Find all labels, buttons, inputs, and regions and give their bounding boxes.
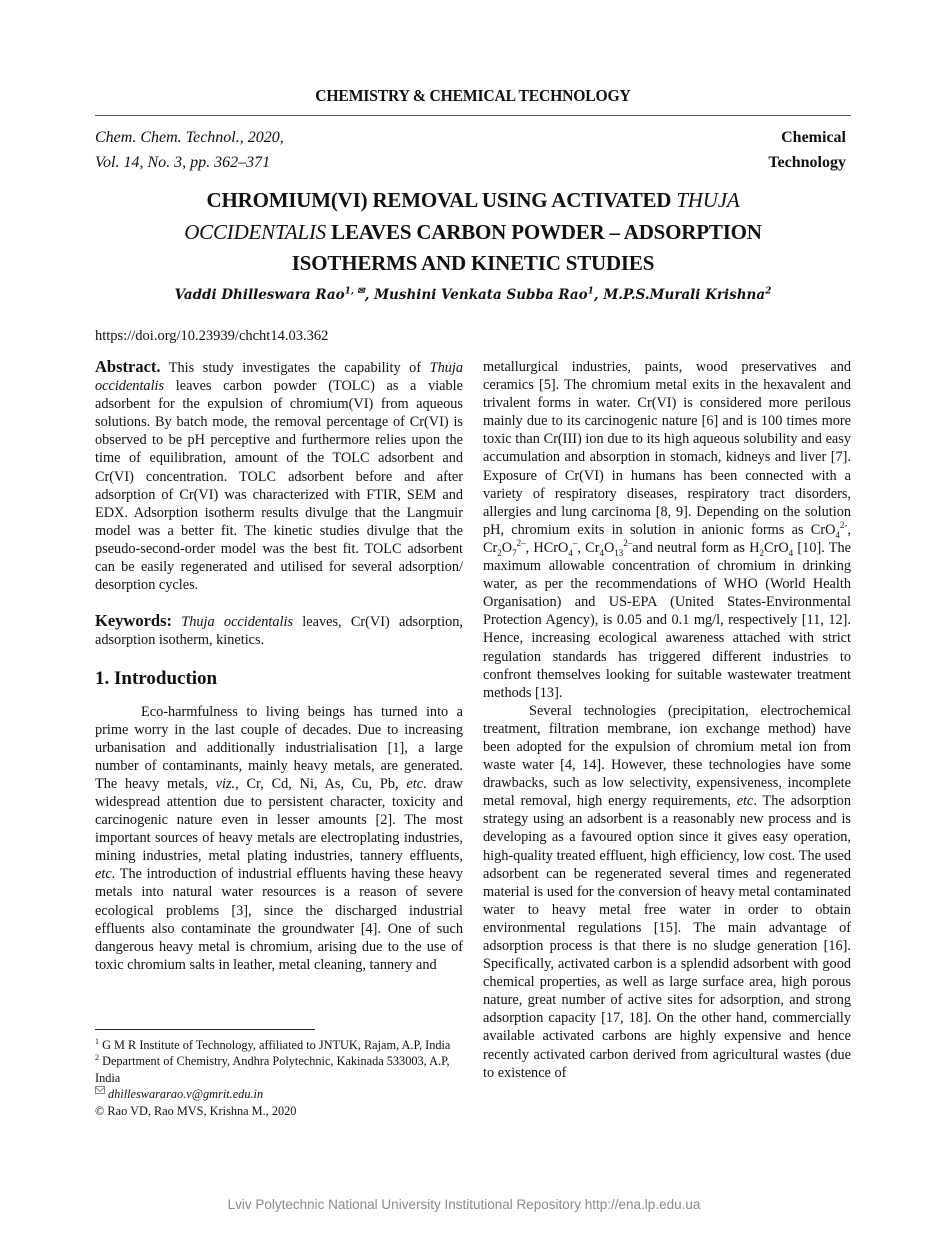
title-text: CHROMIUM(VI) REMOVAL USING ACTIVATED	[206, 188, 677, 212]
title-text: LEAVES CARBON POWDER – ADSORPTION	[326, 219, 762, 244]
left-column	[95, 358, 463, 974]
citation-line-2: Vol. 14, No. 3, pp. 362–371	[95, 154, 271, 171]
body-text: and neutral form as	[632, 539, 750, 556]
species-name: Thuja occidentalis	[95, 360, 463, 395]
article-title	[95, 185, 851, 280]
chem-formula: HCrO	[533, 539, 569, 556]
right-column	[483, 358, 851, 1082]
footnote-number: 1	[95, 1036, 99, 1046]
abstract-text: This study investigates the capability of	[160, 360, 430, 376]
chem-formula: CrO	[764, 539, 789, 556]
mail-icon	[95, 1086, 105, 1094]
species-name: Thuja occidentalis	[181, 614, 294, 631]
title-italic: OCCIDENTALIS	[184, 219, 327, 244]
intro-paragraph	[95, 703, 463, 974]
citation-line-1: Chem. Chem. Technol., 2020,	[95, 129, 284, 146]
chem-formula: CrO	[810, 521, 836, 538]
chem-superscript: 2–	[623, 538, 633, 549]
body-text: . The adsorption strategy using an adsorbent is a reasonably new process and is developing as a favoured option since it gives easy operation, high-quality treated effluent, high efficiency, low cost. The used adsorbent can be regenerated several times and regenerated material is used for the conversion of heavy metal contaminated water to heavy metal free water in order to obtain environmental regulations [15]. The main advantage of adsorption process is that there is no sludge generation [16]. Specifically, activated carbon is a splendid adsorbent with good chemical properties, as well as large surface area, high porous nature, great number of active sites for adsorption, and strong adsorption capacity [17, 18]. On the other hand, commercially available activated carbons are highly expensive and hence recently activated carbon derived from agricultural wastes (due to existence of	[483, 793, 851, 1081]
body-text: , Cr, Cd, Ni, As, Cu, Pb,	[235, 775, 407, 792]
chem-subscript: 7	[512, 547, 517, 558]
body-italic: etc	[736, 793, 754, 810]
chem-subscript: 13	[614, 547, 624, 558]
repository-footer[interactable]: Lviv Polytechnic National University Institutional Repository http://ena.lp.edu.ua	[227, 1197, 701, 1212]
body-text: Eco-harmfulness to living beings has turned into a prime worry in the last couple of decades. Due to increasing urbanisation and additionally industrialisation [1], a large number of contaminants, mainly heavy metals, are generated. The heavy metals,	[95, 703, 463, 792]
author-affiliation: 1,	[344, 286, 358, 297]
chem-formula: Cr	[483, 539, 498, 556]
chem-formula: O	[501, 539, 513, 556]
title-text: ISOTHERMS AND KINETIC STUDIES	[291, 251, 655, 275]
citation	[95, 125, 284, 175]
chem-superscript: 2-	[839, 520, 848, 531]
doi-link[interactable]: https://doi.org/10.23939/chcht14.03.362	[95, 328, 329, 344]
footnote-text: G M R Institute of Technology, affiliated to JNTUK, Rajam, A.P, India	[99, 1038, 451, 1052]
chem-formula: H	[749, 539, 760, 556]
chem-superscript: –	[572, 538, 578, 549]
body-italic: etc	[406, 775, 424, 792]
body-text: [10]. The maximum allowable concentration of chromium in drinking water, as per the recommendations of WHO (World Health Organisation) and US-EPA (United States-Environmental Protection Agency), is 0.05 and 0.1 mg/l, respectively [11, 12]. Hence, increasing ecological awareness attached with strict regulation standards has triggered different industries to confront themselves looking for suitable wastewater treatment methods [13].	[483, 539, 851, 701]
body-italic: viz.	[215, 775, 236, 792]
footnote-email	[95, 1086, 465, 1102]
footnotes	[95, 1037, 465, 1119]
body-text: metallurgical industries, paints, wood preservatives and ceramics [5]. The chromium metal exits in the hexavalent and trivalent forms in water. Cr(VI) is considered more perilous mainly due to its carcinogenic nature [6] and is 100 times more toxic than Cr(III) ion due to its high aqueous solubility and easy accumulation and absorption in stomach, kidneys and liver [7]. Exposure of Cr(VI) in humans has been connected with a variety of respiratory diseases, respiratory tract disorders, allergies and lung carcinoma [8, 9]. Depending on the solution pH, chromium exits in solution in anionic forms as	[483, 359, 851, 538]
keywords	[95, 612, 463, 649]
abstract-label: Abstract.	[95, 357, 161, 376]
chem-formula: O	[603, 539, 615, 556]
abstract-text: leaves carbon powder (TOLC) as a viable adsorbent for the expulsion of chromium(VI) from aqueous solutions. By batch mode, the removal percentage of Cr(VI) is observed to be pH perceptive and furthermore relies upon the time of equilibration, amount of the TOLC adsorbent and Cr(VI) concentration. TOLC adsorbent before and after adsorption of Cr(VI) was characterized with FTIR, SEM and EDX. Adsorption isotherm results divulge that the Langmuir model was a better fit. The kinetic studies divulge that the pseudo-second-order model was the best fit. TOLC adsorbent can be easily regenerated and utilised for several adsorption/ desorption cycles.	[95, 378, 463, 594]
header-rule	[95, 115, 851, 116]
author-name: Mushini Venkata Subba Rao	[374, 287, 588, 303]
chem-subscript: 4	[835, 529, 840, 540]
email-icon: ✉	[357, 286, 365, 297]
author-name: M.P.S.Murali Krishna	[603, 287, 766, 303]
body-italic: etc	[95, 866, 112, 883]
chem-formula: Cr	[585, 539, 600, 556]
intro-paragraph-2	[483, 702, 851, 1082]
footnote-affiliation-2	[95, 1053, 465, 1086]
section-heading-introduction: 1. Introduction	[95, 668, 218, 690]
journal-header: CHEMISTRY & CHEMICAL TECHNOLOGY	[315, 86, 631, 105]
footnote-affiliation-1	[95, 1037, 465, 1053]
chem-formula-list: CrO$_4^{2-}$, $Cr_2O_7^{2-}$, HCrO$_4$–, $Cr_4O_{13}^{2-}and$ neutral form as $H_2CrO_4$	[483, 520, 851, 558]
author-affiliation: 1	[587, 286, 594, 297]
title-italic: THUJA	[676, 188, 740, 212]
author-affiliation: 2	[765, 286, 772, 297]
keywords-text: leaves, Cr(VI) adsorption, adsorption isotherm, kinetics.	[95, 614, 463, 649]
keywords-label: Keywords:	[95, 611, 172, 631]
footnote-rule	[95, 1029, 315, 1030]
body-text: . The introduction of industrial effluents having these heavy metals into natural water resources is a reason of severe ecological problems [3], since the discharged industrial effluents also contaminate the groundwater [4]. One of such dangerous heavy metal is chromium, arising due to the use of toxic chromium salts in leather, metal cleaning, tannery and	[95, 866, 463, 973]
chem-subscript: 2	[759, 547, 765, 558]
intro-paragraph-continued	[483, 358, 851, 702]
chem-subscript: 4	[568, 547, 573, 558]
abstract	[95, 358, 463, 594]
footnote-number: 2	[95, 1053, 99, 1063]
body-text: . draw widespread attention due to persistent character, toxicity and carcinogenic nature even in lesser amounts [2]. The most important sources of heavy metals are electroplating industries, mining industries, metal plating industries, tannery effluents,	[95, 775, 464, 865]
chem-subscript: 4	[599, 547, 604, 558]
chem-superscript: 2–	[516, 538, 526, 549]
chem-subscript: 4	[788, 547, 794, 558]
author-name: Vaddi Dhilleswara Rao	[174, 287, 345, 303]
section-line-1: Chemical	[781, 129, 846, 146]
body-text: Several technologies (precipitation, electrochemical treatment, filtration membrane, ion exchange method) have been adopted for the expulsion of chromium metal ion from waste water [4, 14]. However, these technologies have some drawbacks, such as low selectivity, expensiveness, incomplete metal removal, high energy requirements,	[483, 702, 851, 810]
footnote-text: Department of Chemistry, Andhra Polytechnic, Kakinada 533003, A.P, India	[95, 1054, 450, 1085]
email-link[interactable]: dhilleswararao.v@gmrit.edu.in	[108, 1087, 264, 1102]
journal-section	[768, 125, 846, 175]
section-line-2: Technology	[768, 154, 846, 171]
footnote-copyright: © Rao VD, Rao MVS, Krishna M., 2020	[95, 1103, 297, 1118]
chem-subscript: 2	[497, 547, 502, 558]
author-list: Vaddi Dhilleswara Rao$^{1,}$ ✉, Mushini Venkata Subba Rao$^1$, M.P.S.Murali Krishna$^2$	[174, 286, 772, 303]
